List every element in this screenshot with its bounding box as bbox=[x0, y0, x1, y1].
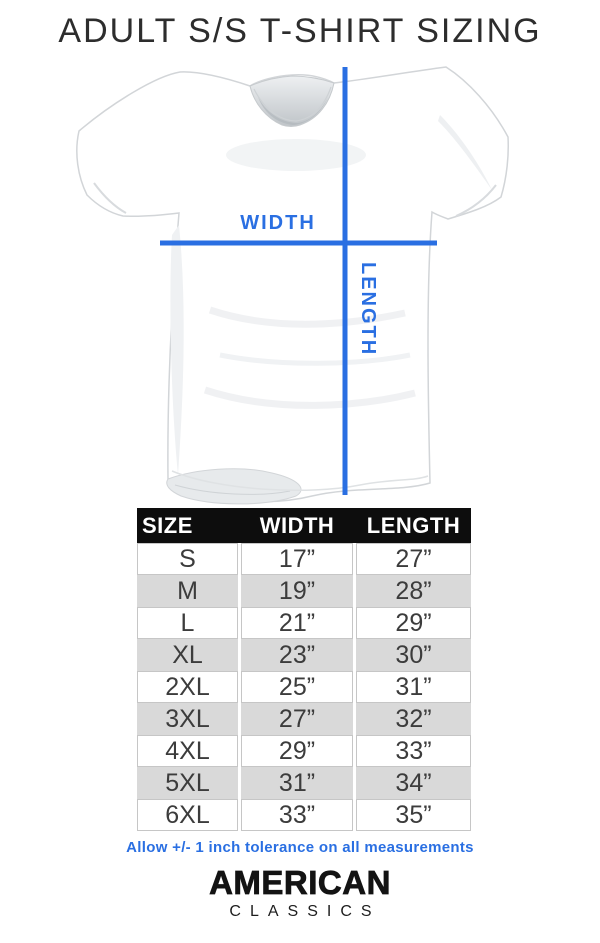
column-header-width: WIDTH bbox=[259, 512, 335, 538]
brand-logo bbox=[0, 866, 600, 921]
size-cell: S bbox=[137, 543, 238, 575]
table-row bbox=[137, 575, 471, 607]
table-header bbox=[137, 508, 471, 543]
size-cell: M bbox=[137, 575, 238, 607]
size-cell: 3XL bbox=[137, 703, 238, 735]
column-header-length: LENGTH bbox=[366, 512, 461, 538]
width-cell: 27” bbox=[241, 703, 353, 735]
length-cell: 30” bbox=[356, 639, 471, 671]
width-cell: 31” bbox=[241, 767, 353, 799]
table-row bbox=[137, 607, 471, 639]
width-cell: 25” bbox=[241, 671, 353, 703]
length-cell: 27” bbox=[356, 543, 471, 575]
length-cell: 32” bbox=[356, 703, 471, 735]
table-row bbox=[137, 767, 471, 799]
size-cell: XL bbox=[137, 639, 238, 671]
column-header-size: SIZE bbox=[142, 512, 193, 538]
table-row bbox=[137, 735, 471, 767]
width-cell: 17” bbox=[241, 543, 353, 575]
size-cell: L bbox=[137, 607, 238, 639]
table-row bbox=[137, 639, 471, 671]
width-cell: 19” bbox=[241, 575, 353, 607]
size-cell: 2XL bbox=[137, 671, 238, 703]
width-cell: 33” bbox=[241, 799, 353, 831]
width-label: WIDTH bbox=[240, 212, 316, 234]
width-cell: 21” bbox=[241, 607, 353, 639]
table-row bbox=[137, 703, 471, 735]
length-cell: 35” bbox=[356, 799, 471, 831]
tolerance-note: Allow +/- 1 inch tolerance on all measurements bbox=[126, 839, 474, 856]
length-cell: 34” bbox=[356, 767, 471, 799]
page-title: ADULT S/S T-SHIRT SIZING bbox=[58, 12, 542, 50]
length-cell: 28” bbox=[356, 575, 471, 607]
table-row bbox=[137, 543, 471, 575]
shirt-body bbox=[77, 67, 508, 502]
length-cell: 33” bbox=[356, 735, 471, 767]
size-cell: 5XL bbox=[137, 767, 238, 799]
length-label: LENGTH bbox=[357, 262, 379, 357]
brand-name-classics: CLASSICS bbox=[229, 903, 381, 920]
width-cell: 29” bbox=[241, 735, 353, 767]
size-table bbox=[137, 508, 471, 831]
length-cell: 31” bbox=[356, 671, 471, 703]
tshirt-illustration bbox=[60, 55, 540, 505]
width-cell: 23” bbox=[241, 639, 353, 671]
brand-name-american: AMERICAN bbox=[209, 864, 391, 901]
size-cell: 6XL bbox=[137, 799, 238, 831]
table-row bbox=[137, 799, 471, 831]
length-cell: 29” bbox=[356, 607, 471, 639]
table-row bbox=[137, 671, 471, 703]
size-cell: 4XL bbox=[137, 735, 238, 767]
